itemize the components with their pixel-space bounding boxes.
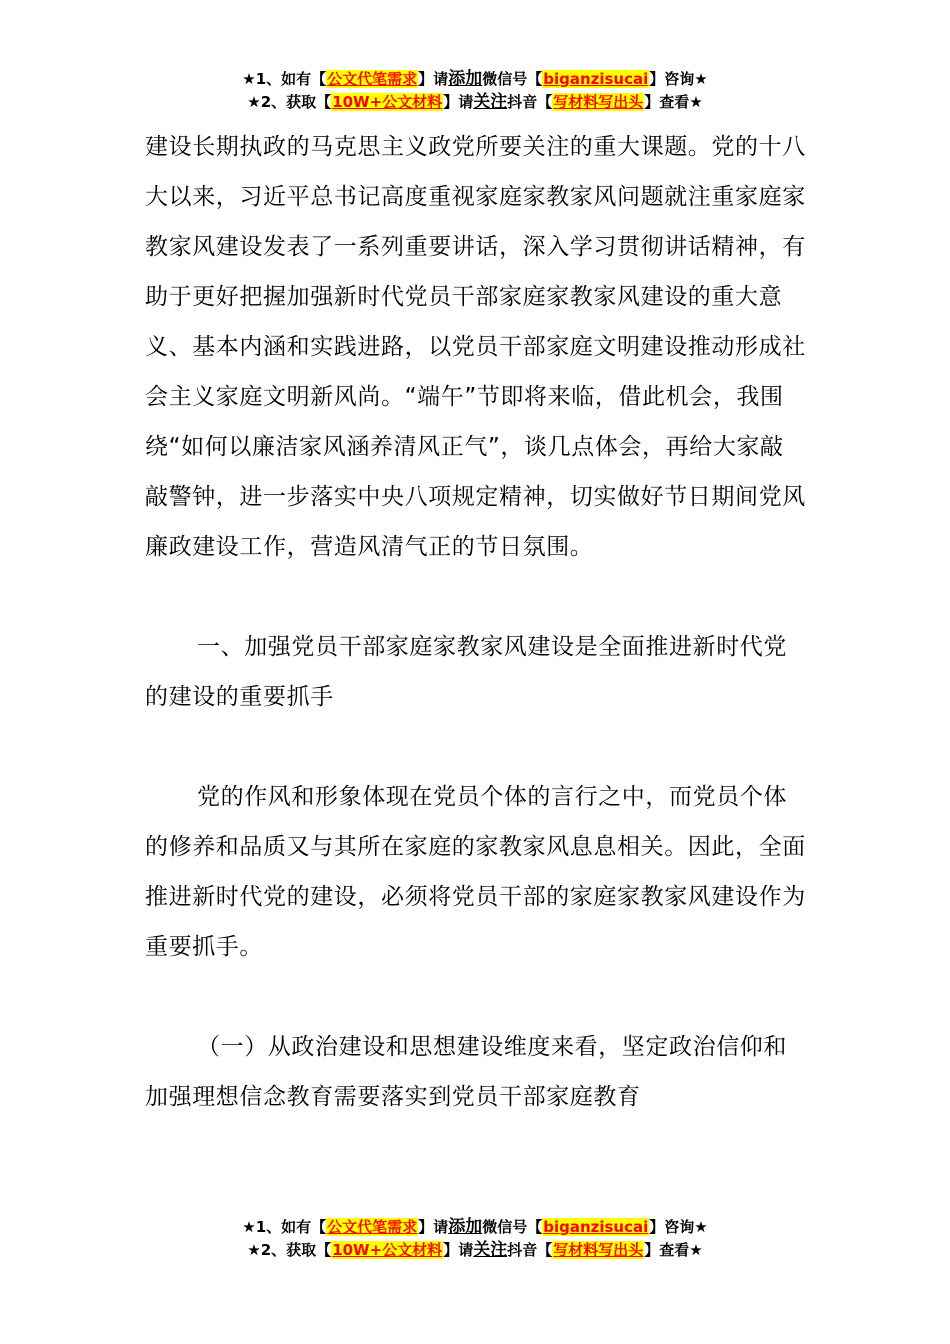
paragraph-intro: 建设长期执政的马克思主义政党所要关注的重大课题。党的十八大以来，习近平总书记高度重视家庭家教家风问题就注重家庭家教家风建设发表了一系列重要讲话，深入学习贯彻讲话精神，有助于更好把握加强新时代党员干部家庭家教家风建设的重大意义、基本内涵和实践进路，以党员干部家庭文明建设推动形成社会主义家庭文明新风尚。“端午”节即将来临，借此机会，我围绕“如何以廉洁家风涵养清风正气”，谈几点体会，再给大家敲敲警钟，进一步落实中央八项规定精神，切实做好节日期间党风廉政建设工作，营造风清气正的节日氛围。 [145,134,806,560]
paragraph: 党的作风和形象体现在党员个体的言行之中，而党员个体的修养和品质又与其所在家庭的家教家风息息相关。因此，全面推进新时代党的建设，必须将党员干部的家庭家教家风建设作为重要抓手。 [145,784,806,960]
paragraph-spacer [145,722,807,772]
banner-highlight: 10W+公文材料 [332,93,443,111]
banner-highlight: 写材料写出头 [553,1241,644,1259]
paragraph-spacer [145,972,807,1022]
section-heading: 一、加强党员干部家庭家教家风建设是全面推进新时代党的建设的重要抓手 [145,634,787,710]
footer-banner [0,1216,950,1262]
header-banner [0,68,950,114]
banner-line-2: ★2、获取【10W+公文材料】请关注抖音【写材料写出头】查看★ [247,92,703,112]
banner-line-1: ★1、如有【公文代笔需求】请添加微信号【biganzisucai】咨询★ [242,69,708,89]
document-body [145,122,807,1122]
banner-line-1: ★1、如有【公文代笔需求】请添加微信号【biganzisucai】咨询★ [242,1217,708,1237]
subsection-heading: （一）从政治建设和思想建设维度来看，坚定政治信仰和加强理想信念教育需要落实到党员干部家庭教育 [145,1034,787,1110]
banner-highlight: biganzisucai [543,1218,649,1236]
banner-highlight: 公文代笔需求 [327,70,418,88]
banner-highlight: 公文代笔需求 [327,1218,418,1236]
banner-highlight: biganzisucai [543,70,649,88]
paragraph-spacer [145,572,807,622]
banner-highlight: 写材料写出头 [553,93,644,111]
banner-highlight: 10W+公文材料 [332,1241,443,1259]
banner-line-2: ★2、获取【10W+公文材料】请关注抖音【写材料写出头】查看★ [247,1240,703,1260]
